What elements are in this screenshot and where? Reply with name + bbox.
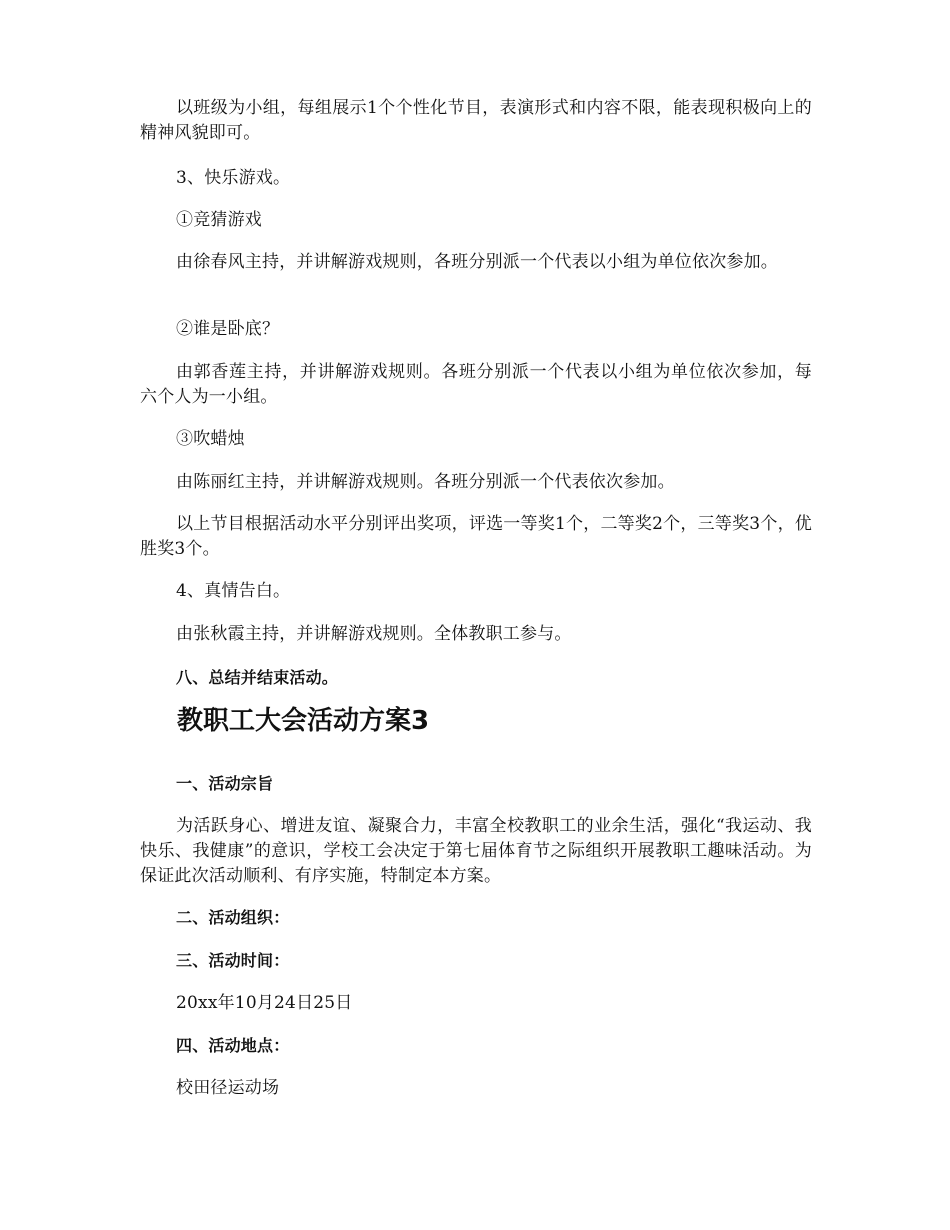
paragraph-confession-desc: 由张秋霞主持，并讲解游戏规则。全体教职工参与。 (176, 624, 572, 644)
paragraph-class-program: 以班级为小组，每组展示1个个性化节目，表演形式和内容不限，能表现积极向上的精神风貌即可。 (140, 98, 812, 143)
item-happy-games: 3、快乐游戏。 (176, 168, 291, 188)
heading-location: 四、活动地点： (176, 1036, 290, 1055)
paragraph-purpose-desc: 为活跃身心、增进友谊、凝聚合力，丰富全校教职工的业余生活，强化“我运动、我快乐、我健康”的意识，学校工会决定于第七届体育节之际组织开展教职工趣味活动。为保证此次活动顺利、有序实施，特制定本方案。 (140, 816, 812, 886)
heading-organization: 二、活动组织： (176, 908, 290, 927)
item-guessing-game: ①竞猜游戏 (176, 210, 262, 230)
heading-time: 三、活动时间： (176, 951, 290, 970)
item-true-confession: 4、真情告白。 (176, 581, 291, 601)
paragraph-guessing-game-desc: 由徐春风主持，并讲解游戏规则，各班分别派一个代表以小组为单位依次参加。 (176, 252, 778, 272)
activity-location: 校田径运动场 (176, 1078, 280, 1098)
item-blow-candles: ③吹蜡烛 (176, 429, 245, 449)
paragraph-undercover-desc: 由郭香莲主持，并讲解游戏规则。各班分别派一个代表以小组为单位依次参加，每六个人为一小组。 (140, 362, 812, 407)
paragraph-awards: 以上节目根据活动水平分别评出奖项，评选一等奖1个，二等奖2个，三等奖3个，优胜奖3个。 (140, 514, 812, 559)
heading-summary: 八、总结并结束活动。 (176, 668, 339, 687)
section-title: 教职工大会活动方案3 (177, 706, 430, 736)
item-who-is-undercover: ②谁是卧底？ (176, 319, 280, 339)
paragraph-candles-desc: 由陈丽红主持，并讲解游戏规则。各班分别派一个代表依次参加。 (176, 472, 675, 492)
activity-date: 20xx年10月24日25日 (176, 993, 353, 1013)
heading-purpose: 一、活动宗旨 (176, 774, 274, 793)
